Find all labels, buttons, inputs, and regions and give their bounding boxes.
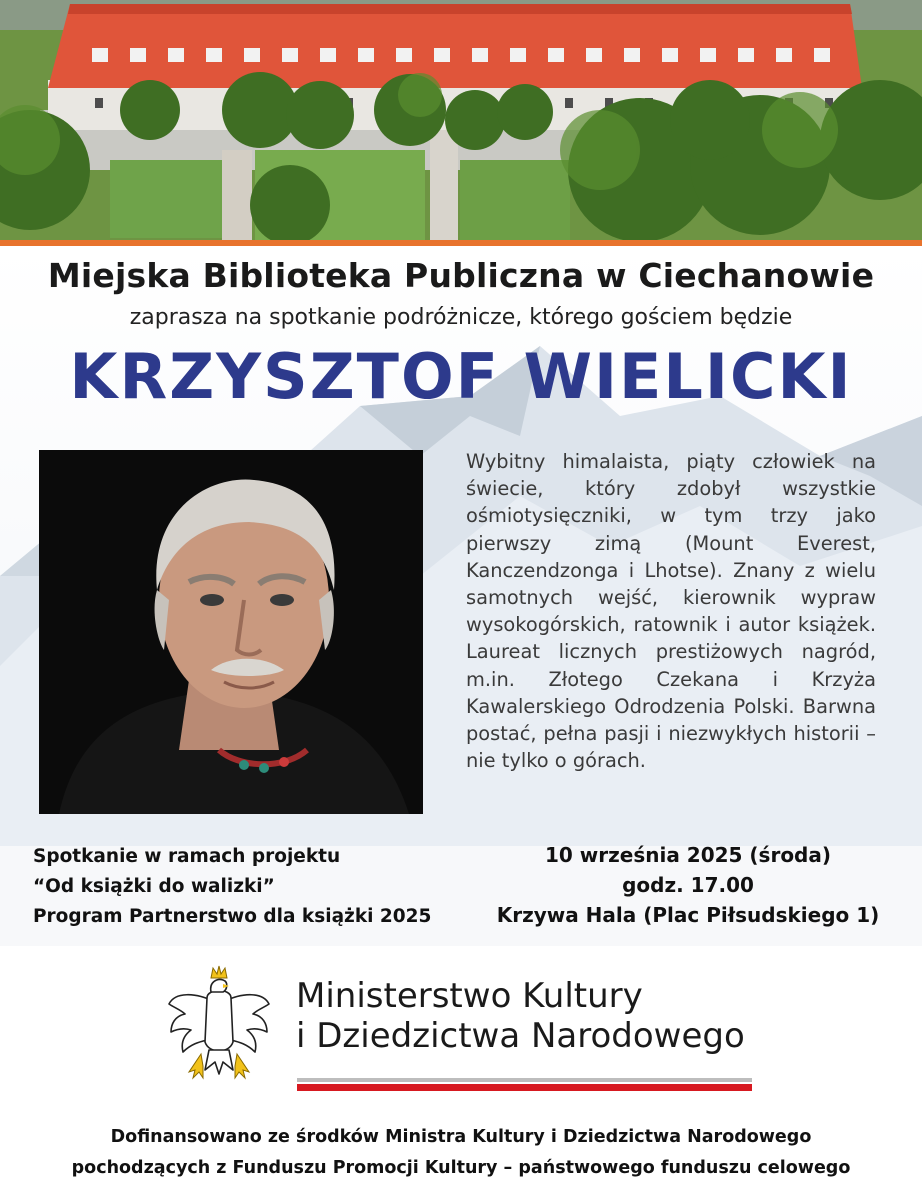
guest-name: KRZYSZTOF WIELICKI [69, 340, 853, 413]
library-aerial-photo [0, 0, 922, 240]
project-line-2: “Od książki do walizki” [33, 876, 275, 897]
ministry-line-1: Ministerstwo Kultury [296, 976, 643, 1016]
ministry-logo-text [296, 976, 745, 1056]
library-name: Miejska Biblioteka Publiczna w Ciechanowie [47, 256, 875, 295]
funding-line-2: pochodzących z Funduszu Promocji Kultury – państwowego funduszu celowego [71, 1158, 851, 1178]
event-date: 10 września 2025 (środa) [544, 843, 832, 867]
funding-line-1: Dofinansowano ze środków Ministra Kultury i Dziedzictwa Narodowego [110, 1127, 812, 1147]
funding-note [0, 1122, 922, 1184]
event-time: godz. 17.00 [622, 873, 754, 897]
project-line-3: Program Partnerstwo dla książki 2025 [33, 906, 432, 927]
guest-biography: Wybitny himalaista, piąty człowiek na świecie, który zdobył wszystkie ośmiotysięczniki, w tym trzy jako pierwszy zimą (Mount Everest, Kanczendzonga i Lhotse). Znany z wielu samotnych wejść, kierownik wypraw wysokogórskich, ratownik i autor książek. Laureat licznych prestiżowych nagród, m.in. Złotego Czekana i Krzyża Kawalerskiego Odrodzenia Polski. Barwna postać, pełna pasji i niezwykłych historii – nie tylko o górach. [466, 450, 876, 773]
ministry-flag-stripe [297, 1078, 752, 1092]
project-info [33, 842, 431, 932]
ministry-line-2: i Dziedzictwa Narodowego [296, 1016, 745, 1056]
polish-eagle-icon [165, 962, 273, 1090]
guest-portrait-photo [39, 450, 423, 814]
invitation-text: zaprasza na spotkanie podróżnicze, którego gościem będzie [129, 305, 793, 330]
event-details [486, 840, 890, 930]
project-line-1: Spotkanie w ramach projektu [33, 846, 341, 867]
event-venue: Krzywa Hala (Plac Piłsudskiego 1) [496, 903, 880, 927]
